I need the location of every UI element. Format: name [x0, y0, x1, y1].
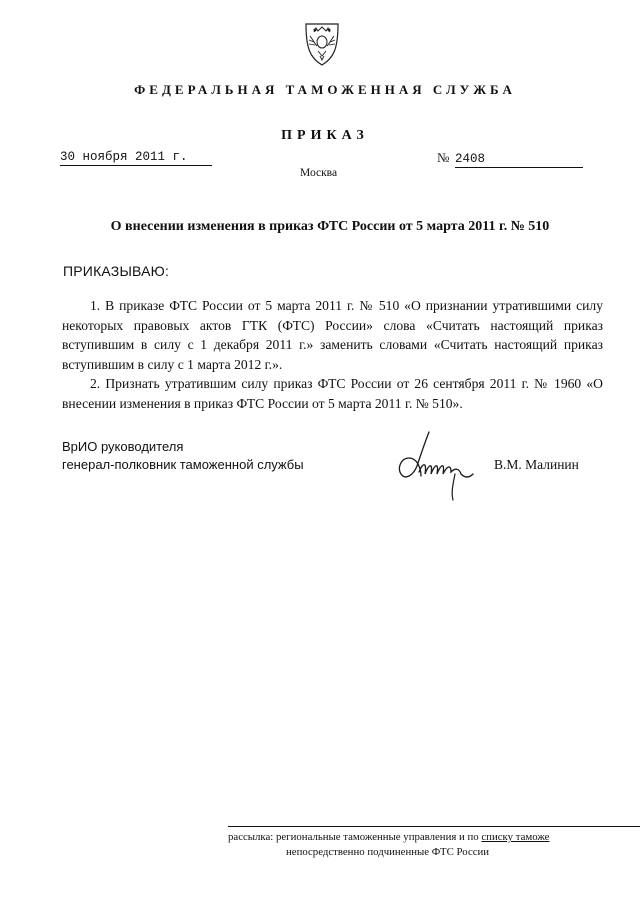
paragraph-1: 1. В приказе ФТС России от 5 марта 2011 г. № 510 «О признании утратившими силу некоторых правовых актов ГТК (ФТС) России» слова «Считать настоящий приказ вступившим в силу с 1 декабря 2011 г.» заменить словами «Считать настоящий приказ вступившим в силу с 1 марта 2012 г.».: [62, 298, 603, 372]
mailing-prefix: рассылка: региональные таможенные управления и по: [228, 831, 482, 843]
mailing-list: [228, 826, 640, 860]
position-line-2: генерал-полковник таможенной службы: [62, 457, 304, 472]
agency-name: ФЕДЕРАЛЬНАЯ ТАМОЖЕННАЯ СЛУЖБА: [134, 82, 516, 97]
document-title: О внесении изменения в приказ ФТС России от 5 марта 2011 г. № 510: [110, 219, 550, 234]
paragraph-2: 2. Признать утратившим силу приказ ФТС России от 26 сентября 2011 г. № 1960 «О внесении изменения в приказ ФТС России от 5 марта 2011 г. № 510».: [62, 376, 603, 411]
document-type: ПРИКАЗ: [281, 128, 369, 143]
signatory-position: [62, 438, 304, 474]
order-number: 2408: [455, 152, 583, 168]
mailing-line-2: непосредственно подчиненные ФТС России: [286, 846, 490, 858]
city: Москва: [300, 167, 338, 179]
document-body: [62, 296, 603, 413]
order-word: ПРИКАЗЫВАЮ:: [63, 263, 170, 279]
position-line-1: ВрИО руководителя: [62, 439, 184, 454]
signatory-name: В.М. Малинин: [494, 457, 579, 472]
order-date: 30 ноября 2011 г.: [60, 150, 212, 166]
russian-coat-of-arms-icon: [300, 18, 344, 68]
mailing-link[interactable]: списку таможе: [481, 831, 550, 843]
number-sign: №: [437, 150, 450, 165]
handwritten-signature-icon: [395, 428, 475, 502]
order-number-field: [437, 150, 585, 168]
